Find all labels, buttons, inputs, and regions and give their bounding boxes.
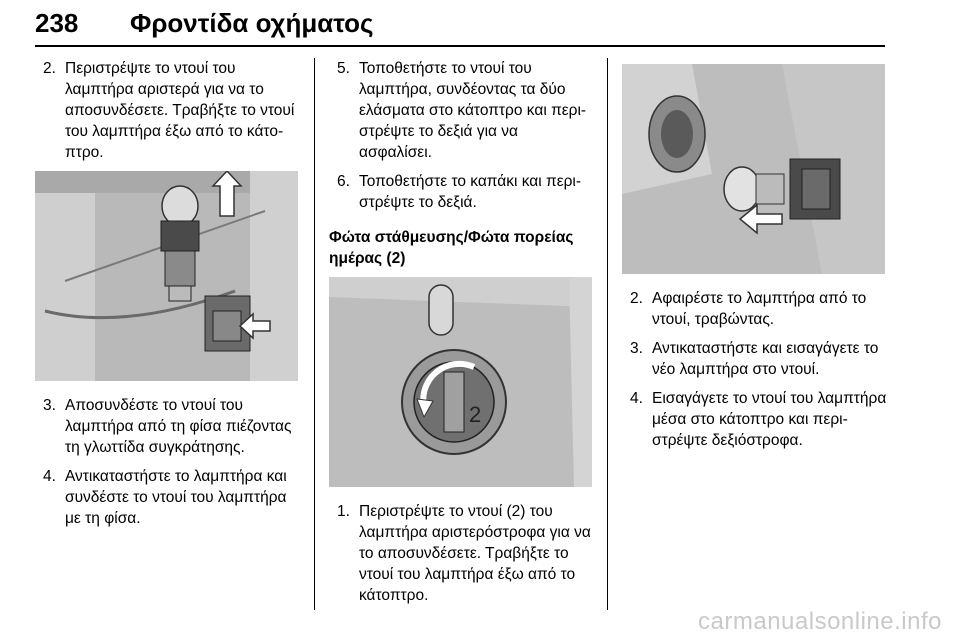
column-1 — [35, 58, 300, 537]
page-header — [35, 8, 885, 44]
step-number: 2. — [43, 60, 56, 77]
step-2 — [622, 288, 887, 330]
figure-bulb-holder-connector — [35, 171, 298, 381]
step-5 — [329, 58, 594, 163]
step-text: Αντικαταστήστε το λαμπτήρα και συνδέστε το ντουί του λαμπτήρα με τη φίσα. — [65, 468, 287, 527]
step-text: Περιστρέψτε το ντουί (2) του λαμπτήρα αριστερόστροφα για να το αποσυνδέσετε. Τραβήξτε το ντουί του λαμπτήρα έξω από το κάτοπτρο. — [359, 503, 591, 604]
step-text: Εισαγάγετε το ντουί του λαμπτήρα μέσα στο κάτοπτρο και περι-στρέψτε δεξιόστροφα. — [652, 390, 887, 449]
step-3 — [35, 395, 300, 458]
step-4 — [622, 388, 887, 451]
step-number: 1. — [337, 503, 350, 520]
step-3 — [622, 338, 887, 380]
column-3 — [622, 58, 887, 459]
section-heading: Φώτα στάθμευσης/Φώτα πορείας ημέρας (2) — [329, 229, 574, 267]
step-text: Αφαιρέστε το λαμπτήρα από το ντουί, τραβώντας. — [652, 290, 867, 328]
step-number: 3. — [43, 397, 56, 414]
step-number: 4. — [43, 468, 56, 485]
step-text: Τοποθετήστε το καπάκι και περι-στρέψτε το δεξιά. — [359, 173, 582, 211]
step-number: 5. — [337, 60, 350, 77]
column-divider — [314, 58, 315, 610]
step-6 — [329, 171, 594, 213]
step-number: 4. — [630, 390, 643, 407]
step-1 — [329, 501, 594, 606]
step-number: 2. — [630, 290, 643, 307]
step-text: Αποσυνδέστε το ντουί του λαμπτήρα από τη φίσα πιέζοντας τη γλωττίδα συγκράτησης. — [65, 397, 292, 456]
step-text: Περιστρέψτε το ντουί του λαμπτήρα αριστερά για να το αποσυνδέσετε. Τραβήξτε το ντουί του λαμπτήρα έξω από το κάτο-πτρο. — [65, 60, 295, 161]
watermark: carmanualsonline.info — [698, 608, 942, 635]
column-divider — [607, 58, 608, 610]
figure-label-2: 2 — [469, 402, 482, 427]
step-text: Τοποθετήστε το ντουί του λαμπτήρα, συνδέοντας τα δύο ελάσματα στο κάτοπτρο και περι-στρέψτε το δεξιά για να ασφαλίσει. — [359, 60, 587, 161]
step-2 — [35, 58, 300, 163]
step-number: 3. — [630, 340, 643, 357]
step-text: Αντικαταστήστε και εισαγάγετε το νέο λαμπτήρα στο ντουί. — [652, 340, 879, 378]
header-rule — [35, 45, 885, 47]
page-number: 238 — [35, 8, 79, 38]
step-number: 6. — [337, 173, 350, 190]
step-4 — [35, 466, 300, 529]
page-title: Φροντίδα οχήματος — [130, 8, 374, 38]
figure-bulb-removal — [622, 64, 885, 274]
figure-parking-light-socket — [329, 277, 592, 487]
column-2 — [329, 58, 594, 614]
